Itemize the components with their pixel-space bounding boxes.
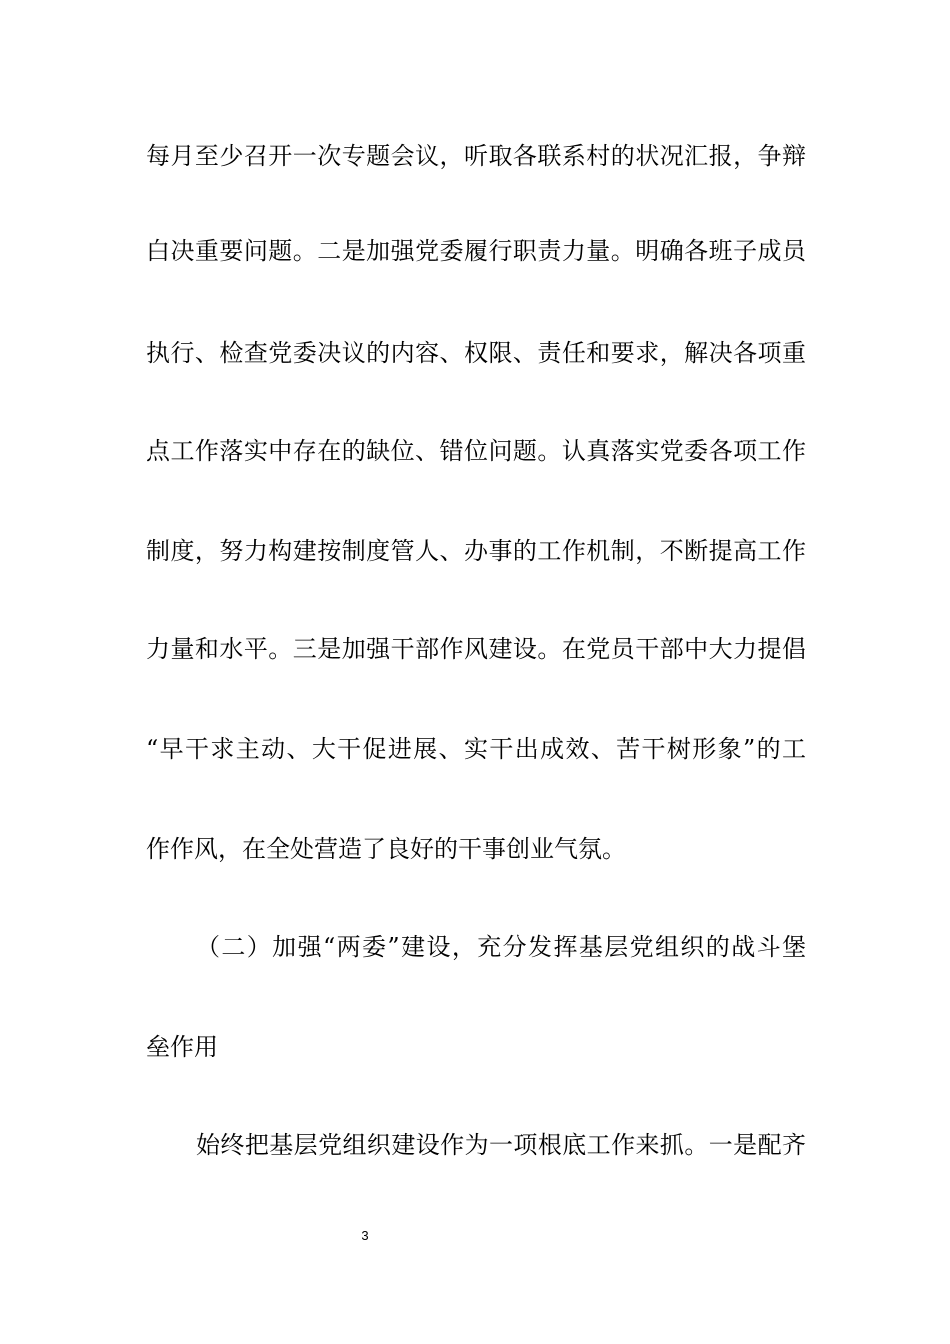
body-text-line: 力量和水平。三是加强干部作风建设。在党员干部中大力提倡: [146, 635, 806, 663]
body-text-line: 始终把基层党组织建设作为一项根底工作来抓。一是配齐: [196, 1131, 806, 1159]
body-text-line: “早干求主动、大干促进展、实干出成效、苦干树形象”的工: [146, 735, 806, 763]
page-number: 3: [361, 1228, 369, 1243]
body-text-line: 执行、检查党委决议的内容、权限、责任和要求，解决各项重: [146, 339, 806, 367]
body-text-line: 白决重要问题。二是加强党委履行职责力量。明确各班子成员: [146, 237, 806, 265]
section-heading: （二）加强“两委”建设，充分发挥基层党组织的战斗堡: [196, 933, 806, 961]
body-text-line: 作作风，在全处营造了良好的干事创业气氛。: [146, 835, 626, 863]
body-text-line: 点工作落实中存在的缺位、错位问题。认真落实党委各项工作: [146, 437, 806, 465]
section-heading-continuation: 垒作用: [146, 1033, 218, 1061]
body-text-line: 每月至少召开一次专题会议，听取各联系村的状况汇报，争辩: [146, 142, 806, 170]
body-text-line: 制度，努力构建按制度管人、办事的工作机制，不断提高工作: [146, 537, 806, 565]
